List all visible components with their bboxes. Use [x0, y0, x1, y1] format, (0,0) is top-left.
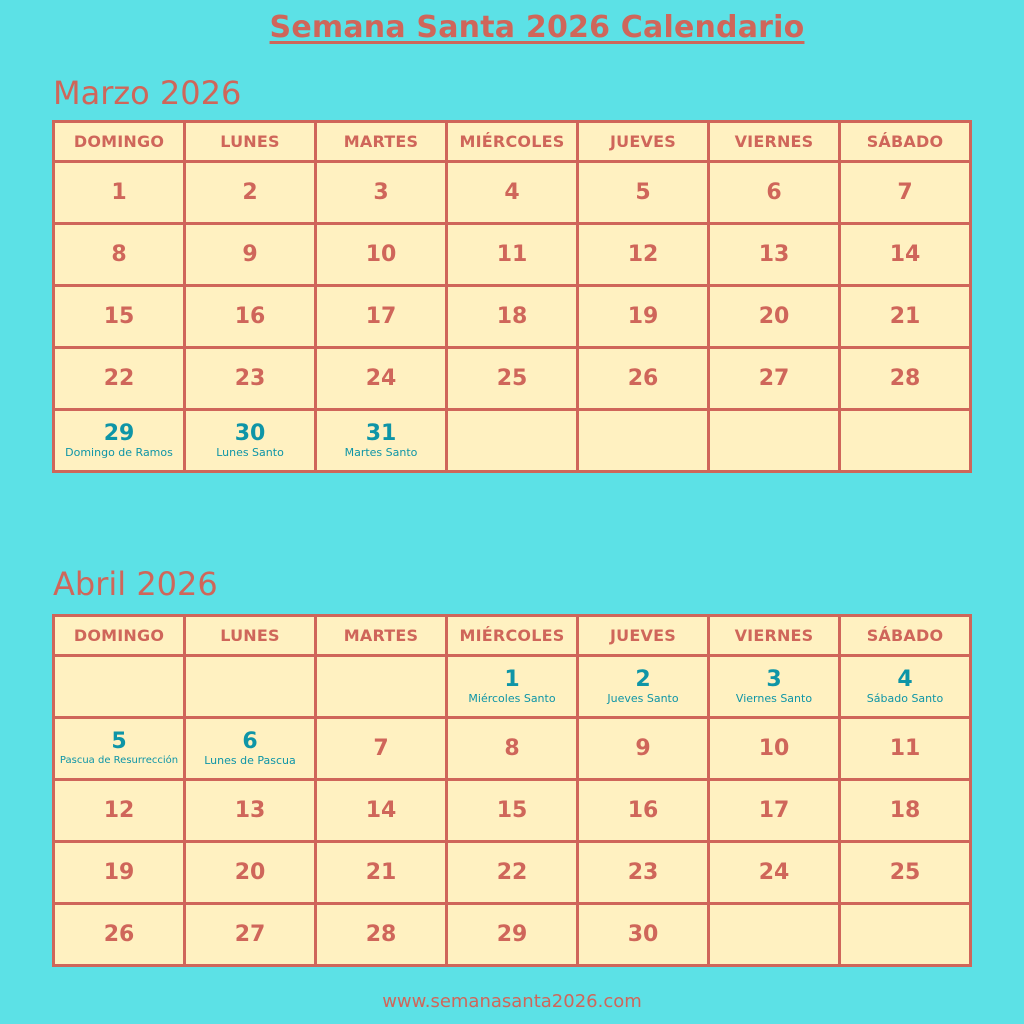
day-number: 22	[496, 859, 528, 885]
weekday-header: SÁBADO	[840, 122, 971, 162]
day-cell	[316, 348, 447, 410]
holiday-label: Sábado Santo	[866, 692, 944, 705]
day-cell	[185, 904, 316, 966]
holiday-label: Miércoles Santo	[468, 692, 556, 705]
calendar-marzo	[52, 120, 972, 473]
day-cell	[578, 286, 709, 348]
week-row	[54, 656, 971, 718]
day-number: 2	[242, 179, 258, 205]
week-row	[54, 904, 971, 966]
empty-day-cell	[840, 410, 971, 472]
day-cell	[447, 904, 578, 966]
weekday-header: SÁBADO	[840, 616, 971, 656]
day-cell	[709, 162, 840, 224]
holiday-day-cell	[709, 656, 840, 718]
day-cell	[840, 718, 971, 780]
empty-day-cell	[447, 410, 578, 472]
day-number: 14	[889, 241, 921, 267]
holiday-day-cell	[54, 410, 185, 472]
holiday-label: Pascua de Resurrección	[59, 755, 179, 766]
day-number: 25	[889, 859, 921, 885]
day-number: 23	[234, 365, 266, 391]
day-number: 29	[103, 421, 135, 446]
day-number: 24	[365, 365, 397, 391]
day-cell	[709, 224, 840, 286]
weekday-header: VIERNES	[709, 122, 840, 162]
day-cell	[447, 162, 578, 224]
day-number: 21	[365, 859, 397, 885]
holiday-day-cell	[578, 656, 709, 718]
day-cell	[578, 780, 709, 842]
holiday-day-cell	[840, 656, 971, 718]
weekday-header: LUNES	[185, 616, 316, 656]
day-number: 27	[758, 365, 790, 391]
day-number: 11	[496, 241, 528, 267]
day-number: 24	[758, 859, 790, 885]
day-number: 15	[103, 303, 135, 329]
day-cell	[316, 718, 447, 780]
day-cell	[840, 780, 971, 842]
day-cell	[54, 780, 185, 842]
day-number: 30	[627, 921, 659, 947]
day-cell	[447, 224, 578, 286]
day-number: 29	[496, 921, 528, 947]
empty-day-cell	[316, 656, 447, 718]
holiday-day-cell	[447, 656, 578, 718]
month-title-abril: Abril 2026	[53, 565, 218, 603]
week-row	[54, 718, 971, 780]
holiday-day-cell	[185, 718, 316, 780]
day-cell	[54, 162, 185, 224]
day-cell	[185, 842, 316, 904]
day-cell	[840, 348, 971, 410]
weekday-header: JUEVES	[578, 122, 709, 162]
day-cell	[578, 842, 709, 904]
day-number: 18	[889, 797, 921, 823]
holiday-day-cell	[54, 718, 185, 780]
day-cell	[185, 224, 316, 286]
day-cell	[709, 780, 840, 842]
day-number: 30	[234, 421, 266, 446]
day-number: 4	[504, 179, 520, 205]
weekday-header: MARTES	[316, 616, 447, 656]
weekday-header: DOMINGO	[54, 122, 185, 162]
day-cell	[185, 780, 316, 842]
day-cell	[54, 286, 185, 348]
empty-day-cell	[54, 656, 185, 718]
day-number: 11	[889, 735, 921, 761]
day-number: 8	[504, 735, 520, 761]
day-number: 21	[889, 303, 921, 329]
day-cell	[316, 286, 447, 348]
day-cell	[54, 348, 185, 410]
day-cell	[316, 224, 447, 286]
day-number: 17	[365, 303, 397, 329]
day-cell	[578, 224, 709, 286]
day-cell	[185, 162, 316, 224]
day-number: 9	[635, 735, 651, 761]
day-number: 23	[627, 859, 659, 885]
day-cell	[316, 780, 447, 842]
day-cell	[578, 162, 709, 224]
day-number: 1	[111, 179, 127, 205]
day-cell	[447, 348, 578, 410]
day-number: 31	[365, 421, 397, 446]
day-number: 12	[103, 797, 135, 823]
day-number: 19	[627, 303, 659, 329]
day-cell	[316, 904, 447, 966]
day-number: 28	[365, 921, 397, 947]
weekday-header: MIÉRCOLES	[447, 122, 578, 162]
day-cell	[54, 842, 185, 904]
day-number: 10	[758, 735, 790, 761]
day-number: 6	[766, 179, 782, 205]
day-cell	[447, 718, 578, 780]
day-cell	[709, 348, 840, 410]
day-number: 25	[496, 365, 528, 391]
day-cell	[578, 718, 709, 780]
day-number: 9	[242, 241, 258, 267]
day-number: 26	[103, 921, 135, 947]
week-row	[54, 410, 971, 472]
empty-day-cell	[185, 656, 316, 718]
day-cell	[840, 224, 971, 286]
day-number: 26	[627, 365, 659, 391]
holiday-day-cell	[185, 410, 316, 472]
week-row	[54, 348, 971, 410]
weekday-header: MARTES	[316, 122, 447, 162]
day-cell	[447, 286, 578, 348]
day-number: 6	[242, 729, 258, 754]
holiday-label: Martes Santo	[344, 446, 418, 459]
day-cell	[840, 842, 971, 904]
day-cell	[840, 162, 971, 224]
week-row	[54, 780, 971, 842]
day-cell	[578, 904, 709, 966]
day-cell	[316, 162, 447, 224]
day-number: 16	[627, 797, 659, 823]
day-number: 13	[758, 241, 790, 267]
day-cell	[709, 718, 840, 780]
day-cell	[185, 286, 316, 348]
day-number: 17	[758, 797, 790, 823]
empty-day-cell	[709, 410, 840, 472]
day-number: 2	[635, 667, 651, 692]
day-number: 14	[365, 797, 397, 823]
day-number: 16	[234, 303, 266, 329]
day-number: 8	[111, 241, 127, 267]
month-title-marzo: Marzo 2026	[53, 74, 242, 112]
day-number: 18	[496, 303, 528, 329]
holiday-label: Lunes de Pascua	[204, 754, 296, 767]
day-number: 27	[234, 921, 266, 947]
week-row	[54, 842, 971, 904]
day-number: 20	[234, 859, 266, 885]
day-number: 15	[496, 797, 528, 823]
day-cell	[709, 842, 840, 904]
week-row	[54, 162, 971, 224]
week-row	[54, 286, 971, 348]
day-cell	[316, 842, 447, 904]
holiday-label: Viernes Santo	[735, 692, 813, 705]
day-number: 12	[627, 241, 659, 267]
day-number: 5	[111, 729, 127, 754]
page-title: Semana Santa 2026 Calendario	[269, 10, 805, 45]
day-number: 5	[635, 179, 651, 205]
day-number: 3	[766, 667, 782, 692]
weekday-header: MIÉRCOLES	[447, 616, 578, 656]
week-row	[54, 224, 971, 286]
day-cell	[578, 348, 709, 410]
day-number: 7	[373, 735, 389, 761]
weekday-header: LUNES	[185, 122, 316, 162]
calendar-abril	[52, 614, 972, 967]
day-cell	[185, 348, 316, 410]
weekday-header-row	[54, 122, 971, 162]
holiday-label: Lunes Santo	[216, 446, 284, 459]
weekday-header: DOMINGO	[54, 616, 185, 656]
empty-day-cell	[840, 904, 971, 966]
day-number: 7	[897, 179, 913, 205]
weekday-header-row	[54, 616, 971, 656]
day-cell	[447, 842, 578, 904]
day-cell	[54, 904, 185, 966]
day-number: 28	[889, 365, 921, 391]
empty-day-cell	[578, 410, 709, 472]
day-number: 4	[897, 667, 913, 692]
day-number: 10	[365, 241, 397, 267]
website-footer[interactable]: www.semanasanta2026.com	[382, 991, 642, 1012]
holiday-label: Jueves Santo	[607, 692, 679, 705]
day-number: 20	[758, 303, 790, 329]
day-number: 1	[504, 667, 520, 692]
day-number: 22	[103, 365, 135, 391]
weekday-header: VIERNES	[709, 616, 840, 656]
day-cell	[709, 286, 840, 348]
day-number: 19	[103, 859, 135, 885]
day-cell	[54, 224, 185, 286]
holiday-day-cell	[316, 410, 447, 472]
day-cell	[447, 780, 578, 842]
day-cell	[840, 286, 971, 348]
day-number: 3	[373, 179, 389, 205]
empty-day-cell	[709, 904, 840, 966]
day-number: 13	[234, 797, 266, 823]
weekday-header: JUEVES	[578, 616, 709, 656]
holiday-label: Domingo de Ramos	[65, 446, 173, 459]
